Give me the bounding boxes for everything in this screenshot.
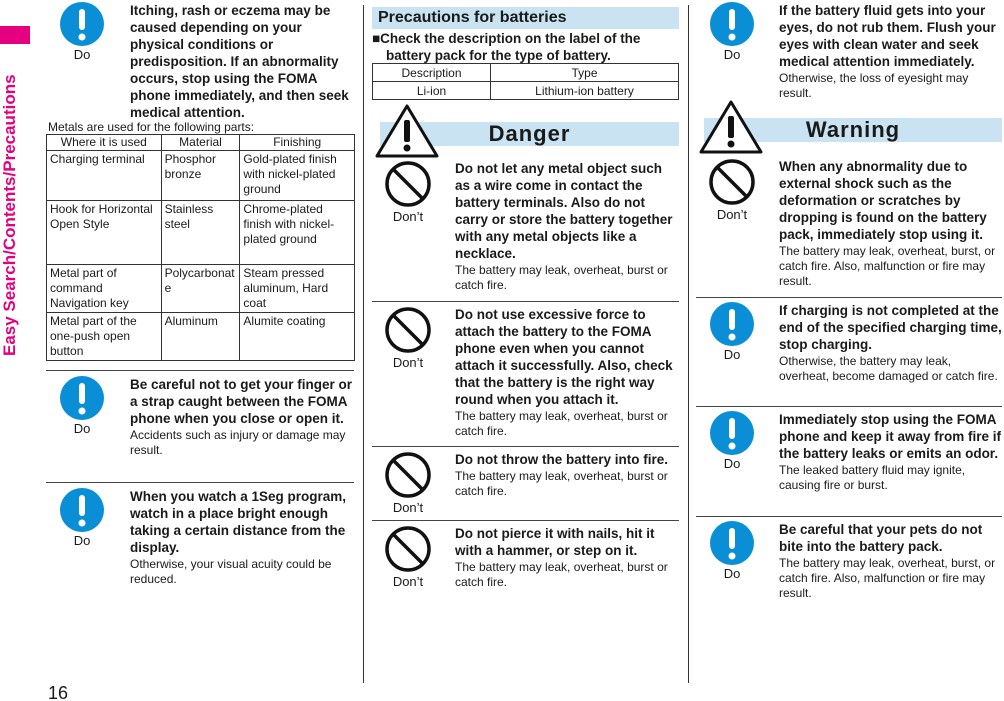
symbol-caption: Don’t	[716, 207, 748, 222]
table-cell: Polycarbonate	[161, 265, 240, 313]
divider	[696, 516, 1002, 517]
table-row	[47, 265, 355, 313]
table-cell: Metal part of the one-push open button	[47, 313, 162, 361]
page-number: 16	[48, 683, 69, 701]
do-symbol	[46, 2, 118, 62]
table-row	[47, 201, 355, 265]
table-cell: Metal part of command Navigation key	[47, 265, 162, 313]
item-body: The battery may leak, overheat, burst or catch fire.	[455, 409, 668, 438]
divider	[696, 297, 1002, 298]
do-symbol	[696, 302, 768, 362]
table-header: Material	[161, 135, 240, 151]
prohibited-icon	[384, 306, 432, 354]
dont-symbol	[372, 451, 444, 515]
table-cell: Alumite coating	[240, 313, 355, 361]
dont-symbol	[696, 158, 768, 222]
table-cell: Hook for Horizontal Open Style	[47, 201, 162, 265]
divider	[696, 406, 1002, 407]
item-heading: Do not throw the battery into fire.	[455, 452, 668, 467]
item-heading: Do not pierce it with nails, hit it with a hammer, or step on it.	[455, 526, 655, 558]
side-tab-label: Easy Search/Contents/Precautions	[0, 74, 19, 356]
dont-symbol	[372, 306, 444, 370]
table-cell: Chrome-plated finish with nickel-plated ground	[240, 201, 355, 265]
prohibited-icon	[384, 525, 432, 573]
symbol-caption: Do	[73, 47, 91, 62]
do-symbol	[696, 2, 768, 62]
table-cell: Li-ion	[373, 82, 491, 100]
table-header: Type	[491, 64, 679, 82]
symbol-caption: Don’t	[392, 500, 424, 515]
symbol-caption: Don’t	[392, 574, 424, 589]
warning-triangle-icon	[698, 99, 764, 155]
column-divider	[688, 5, 689, 683]
divider	[46, 482, 354, 483]
do-symbol	[46, 488, 118, 548]
prohibited-icon	[384, 160, 432, 208]
symbol-caption: Don’t	[392, 355, 424, 370]
exclamation-do-icon	[60, 2, 104, 46]
item-body: The leaked battery fluid may ignite, causing fire or burst.	[779, 463, 966, 492]
item-heading: When any abnormality due to external shock such as the deformation or scratches by dropping is found on the battery pack, immediately stop using it.	[779, 159, 987, 242]
symbol-caption: Don’t	[392, 209, 424, 224]
item-body: Otherwise, the battery may leak, overheat, become damaged or catch fire.	[779, 354, 998, 383]
section-title: Precautions for batteries	[372, 7, 679, 29]
exclamation-do-icon	[710, 521, 754, 565]
prohibited-icon	[708, 158, 756, 206]
dont-symbol	[372, 160, 444, 224]
exclamation-do-icon	[60, 376, 104, 420]
divider	[372, 301, 679, 302]
table-row	[47, 151, 355, 201]
warning-label: Warning	[805, 117, 901, 142]
divider	[372, 446, 679, 447]
item-body: Otherwise, the loss of eyesight may result.	[779, 71, 969, 100]
table-cell: Lithium-ion battery	[491, 82, 679, 100]
item-heading: Immediately stop using the FOMA phone and keep it away from fire if the battery leaks or emits an odor.	[779, 412, 1002, 461]
symbol-caption: Do	[723, 347, 741, 362]
metals-table	[46, 134, 355, 361]
dont-symbol	[372, 525, 444, 589]
table-header: Finishing	[240, 135, 355, 151]
side-tab-marker	[0, 26, 30, 44]
item-body: Accidents such as injury or damage may result.	[130, 428, 346, 457]
table-header-row	[373, 64, 679, 82]
table-cell: Aluminum	[161, 313, 240, 361]
symbol-caption: Do	[73, 533, 91, 548]
item-heading: If charging is not completed at the end of the specified charging time, stop charging.	[779, 303, 1002, 352]
table-header: Description	[373, 64, 491, 82]
divider	[46, 370, 354, 371]
exclamation-do-icon	[710, 411, 754, 455]
side-index-tab	[0, 26, 30, 356]
exclamation-do-icon	[60, 488, 104, 532]
table-row	[47, 313, 355, 361]
exclamation-do-icon	[710, 2, 754, 46]
check-note: ■Check the description on the label of the battery pack for the type of battery.	[372, 31, 641, 63]
metals-intro: Metals are used for the following parts:	[48, 120, 255, 134]
item-heading: Do not use excessive force to attach the battery to the FOMA phone even when you cannot attach it successfully. Also, check that the battery is the right way round when you attach it.	[455, 307, 673, 407]
table-cell: Phosphor bronze	[161, 151, 240, 201]
table-row	[373, 82, 679, 100]
item-heading: Be careful not to get your finger or a strap caught between the FOMA phone when you close or open it.	[130, 377, 353, 426]
table-cell: Steam pressed aluminum, Hard coat	[240, 265, 355, 313]
item-body: The battery may leak, overheat, burst or catch fire.	[455, 469, 668, 498]
divider	[372, 520, 679, 521]
item-body: The battery may leak, overheat, burst, or catch fire. Also, malfunction or fire may result.	[779, 244, 996, 288]
item-body: The battery may leak, overheat, burst, or catch fire. Also, malfunction or fire may result.	[779, 556, 996, 600]
item-body: The battery may leak, overheat, burst or catch fire.	[455, 560, 668, 589]
do-symbol	[46, 376, 118, 436]
battery-type-table	[372, 63, 679, 100]
item-heading: Do not let any metal object such as a wire come in contact the battery terminals. Also do not carry or store the battery together with any metal objects like a necklace.	[455, 161, 673, 261]
danger-label: Danger	[488, 121, 571, 146]
table-header: Where it is used	[47, 135, 162, 151]
table-cell: Gold-plated finish with nickel-plated ground	[240, 151, 355, 201]
table-cell: Charging terminal	[47, 151, 162, 201]
symbol-caption: Do	[723, 456, 741, 471]
do-symbol	[696, 411, 768, 471]
prohibited-icon	[384, 451, 432, 499]
item-heading: Itching, rash or eczema may be caused depending on your physical conditions or predisposition. If an abnormality occurs, stop using the FOMA phone immediately, and then seek medical attention.	[130, 3, 349, 120]
symbol-caption: Do	[723, 47, 741, 62]
table-cell: Stainless steel	[161, 201, 240, 265]
table-header-row	[47, 135, 355, 151]
symbol-caption: Do	[73, 421, 91, 436]
item-body: The battery may leak, overheat, burst or catch fire.	[455, 263, 668, 292]
item-body: Otherwise, your visual acuity could be reduced.	[130, 557, 332, 586]
item-heading: If the battery fluid gets into your eyes, do not rub them. Flush your eyes with clean water and seek medical attention immediately.	[779, 3, 996, 69]
exclamation-do-icon	[710, 302, 754, 346]
warning-triangle-icon	[374, 103, 440, 159]
column-divider	[363, 5, 364, 683]
item-heading: Be careful that your pets do not bite into the battery pack.	[779, 522, 983, 554]
item-heading: When you watch a 1Seg program, watch in a place bright enough taking a certain distance from the display.	[130, 489, 347, 555]
do-symbol	[696, 521, 768, 581]
symbol-caption: Do	[723, 566, 741, 581]
